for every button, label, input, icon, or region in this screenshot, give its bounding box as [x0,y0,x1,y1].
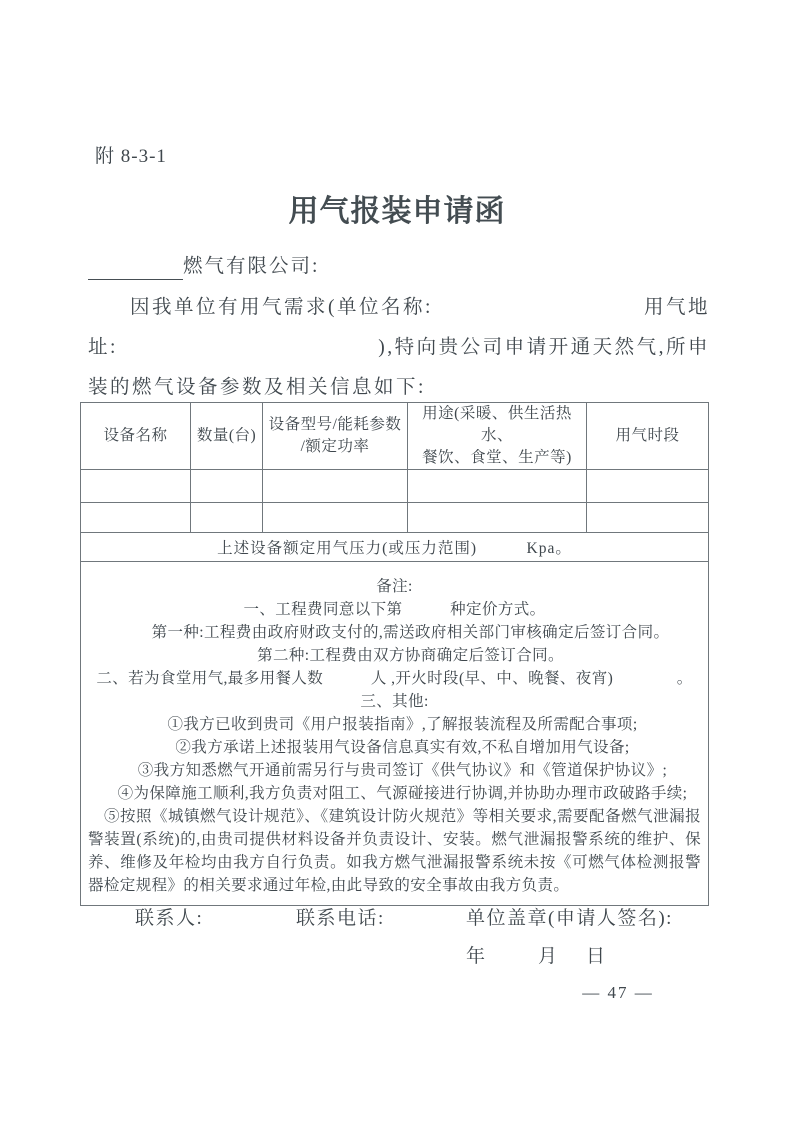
equipment-row-1-cell-2 [191,470,263,503]
equipment-row-2-cell-2 [191,503,263,533]
equipment-row-2-cell-5 [587,503,709,533]
column-header-usage-line2: 餐饮、食堂、生产等) [422,449,572,466]
equipment-row-2-cell-4 [408,503,587,533]
column-header-quantity: 数量(台) [191,403,263,470]
seal-signature-label: 单位盖章(申请人签名): [466,908,673,929]
notes-label: 备注: [376,578,413,595]
pressure-row-text: 上述设备额定用气压力(或压力范围) Kpa。 [81,533,709,562]
contact-phone-label: 联系电话: [296,908,385,929]
note-line-pricing-option-1: 第一种:工程费由政府财政支付的,需送政府相关部门审核确定后签订合同。 [151,624,670,641]
equipment-table [80,402,709,906]
equipment-row-2-cell-1 [81,503,191,533]
table-header-row [81,403,709,470]
salutation-text: 燃气有限公司: [183,256,320,277]
body-line-2-left: 址: [88,337,118,358]
body-line-3: 装的燃气设备参数及相关信息如下: [88,377,426,398]
body-line-1-right: 用气地 [643,297,710,318]
date-year-label: 年 [466,946,486,967]
note-line-other-2: ②我方承诺上述报装用气设备信息真实有效,不私自增加用气设备; [175,739,630,756]
column-header-model-line1: 设备型号/能耗参数 [268,416,402,433]
salutation-line [88,253,319,280]
column-header-usage [408,403,587,470]
equipment-row-1-cell-4 [408,470,587,503]
column-header-model [263,403,408,470]
notes-row [81,562,709,906]
date-month-label: 月 [538,946,558,967]
company-name-blank [88,259,183,280]
equipment-row-2 [81,503,709,533]
page-title: 用气报装申请函 [288,195,506,228]
attachment-label: 附 8-3-1 [95,146,167,167]
equipment-row-1-cell-1 [81,470,191,503]
note-line-other-3: ③我方知悉燃气开通前需另行与贵司签订《供气协议》和《管道保护协议》; [137,762,668,779]
column-header-model-line2: /额定功率 [300,438,370,455]
date-day-label: 日 [586,946,606,967]
note-line-other-5: ⑤按照《城镇燃气设计规范》、《建筑设计防火规范》等相关要求,需要配备燃气泄漏报警装置(系统)的,由贵司提供材料设备并负责设计、安装。燃气泄漏报警系统的维护、保养、维修及年检均由我方自行负责。如我方燃气泄漏报警系统未按《可燃气体检测报警器检定规程》的相关要求通过年检,由此导致的安全事故由我方负责。 [88,808,701,894]
note-line-pricing: 一、工程费同意以下第 种定价方式。 [243,601,546,618]
note-line-canteen: 二、若为食堂用气,最多用餐人数 人 ,开火时段(早、中、晚餐、夜宵) 。 [96,670,693,687]
note-line-other-4: ④为保障施工顺利,我方负责对阻工、气源碰接进行协调,并协助办理市政破路手续; [117,785,688,802]
body-paragraph [88,288,710,408]
body-line-1-left: 因我单位有用气需求(单位名称: [130,297,433,318]
note-line-others-label: 三、其他: [360,693,429,710]
column-header-device-name: 设备名称 [81,403,191,470]
notes-cell [81,562,709,906]
equipment-row-1 [81,470,709,503]
body-line-1 [88,288,710,328]
equipment-row-1-cell-5 [587,470,709,503]
body-line-2 [88,328,710,368]
contact-person-label: 联系人: [135,908,204,929]
body-line-2-right: ),特向贵公司申请开通天然气,所申 [378,337,710,358]
pressure-row [81,533,709,562]
column-header-usage-line1: 用途(采暖、供生活热水、 [422,405,572,444]
note-line-other-1: ①我方已收到贵司《用户报装指南》,了解报装流程及所需配合事项; [167,716,638,733]
equipment-row-2-cell-3 [263,503,408,533]
equipment-row-1-cell-3 [263,470,408,503]
note-line-pricing-option-2: 第二种:工程费由双方协商确定后签订合同。 [257,647,564,664]
contact-row [0,903,794,929]
date-row [0,941,794,967]
page-number: — 47 — [582,983,654,1002]
column-header-period: 用气时段 [587,403,709,470]
